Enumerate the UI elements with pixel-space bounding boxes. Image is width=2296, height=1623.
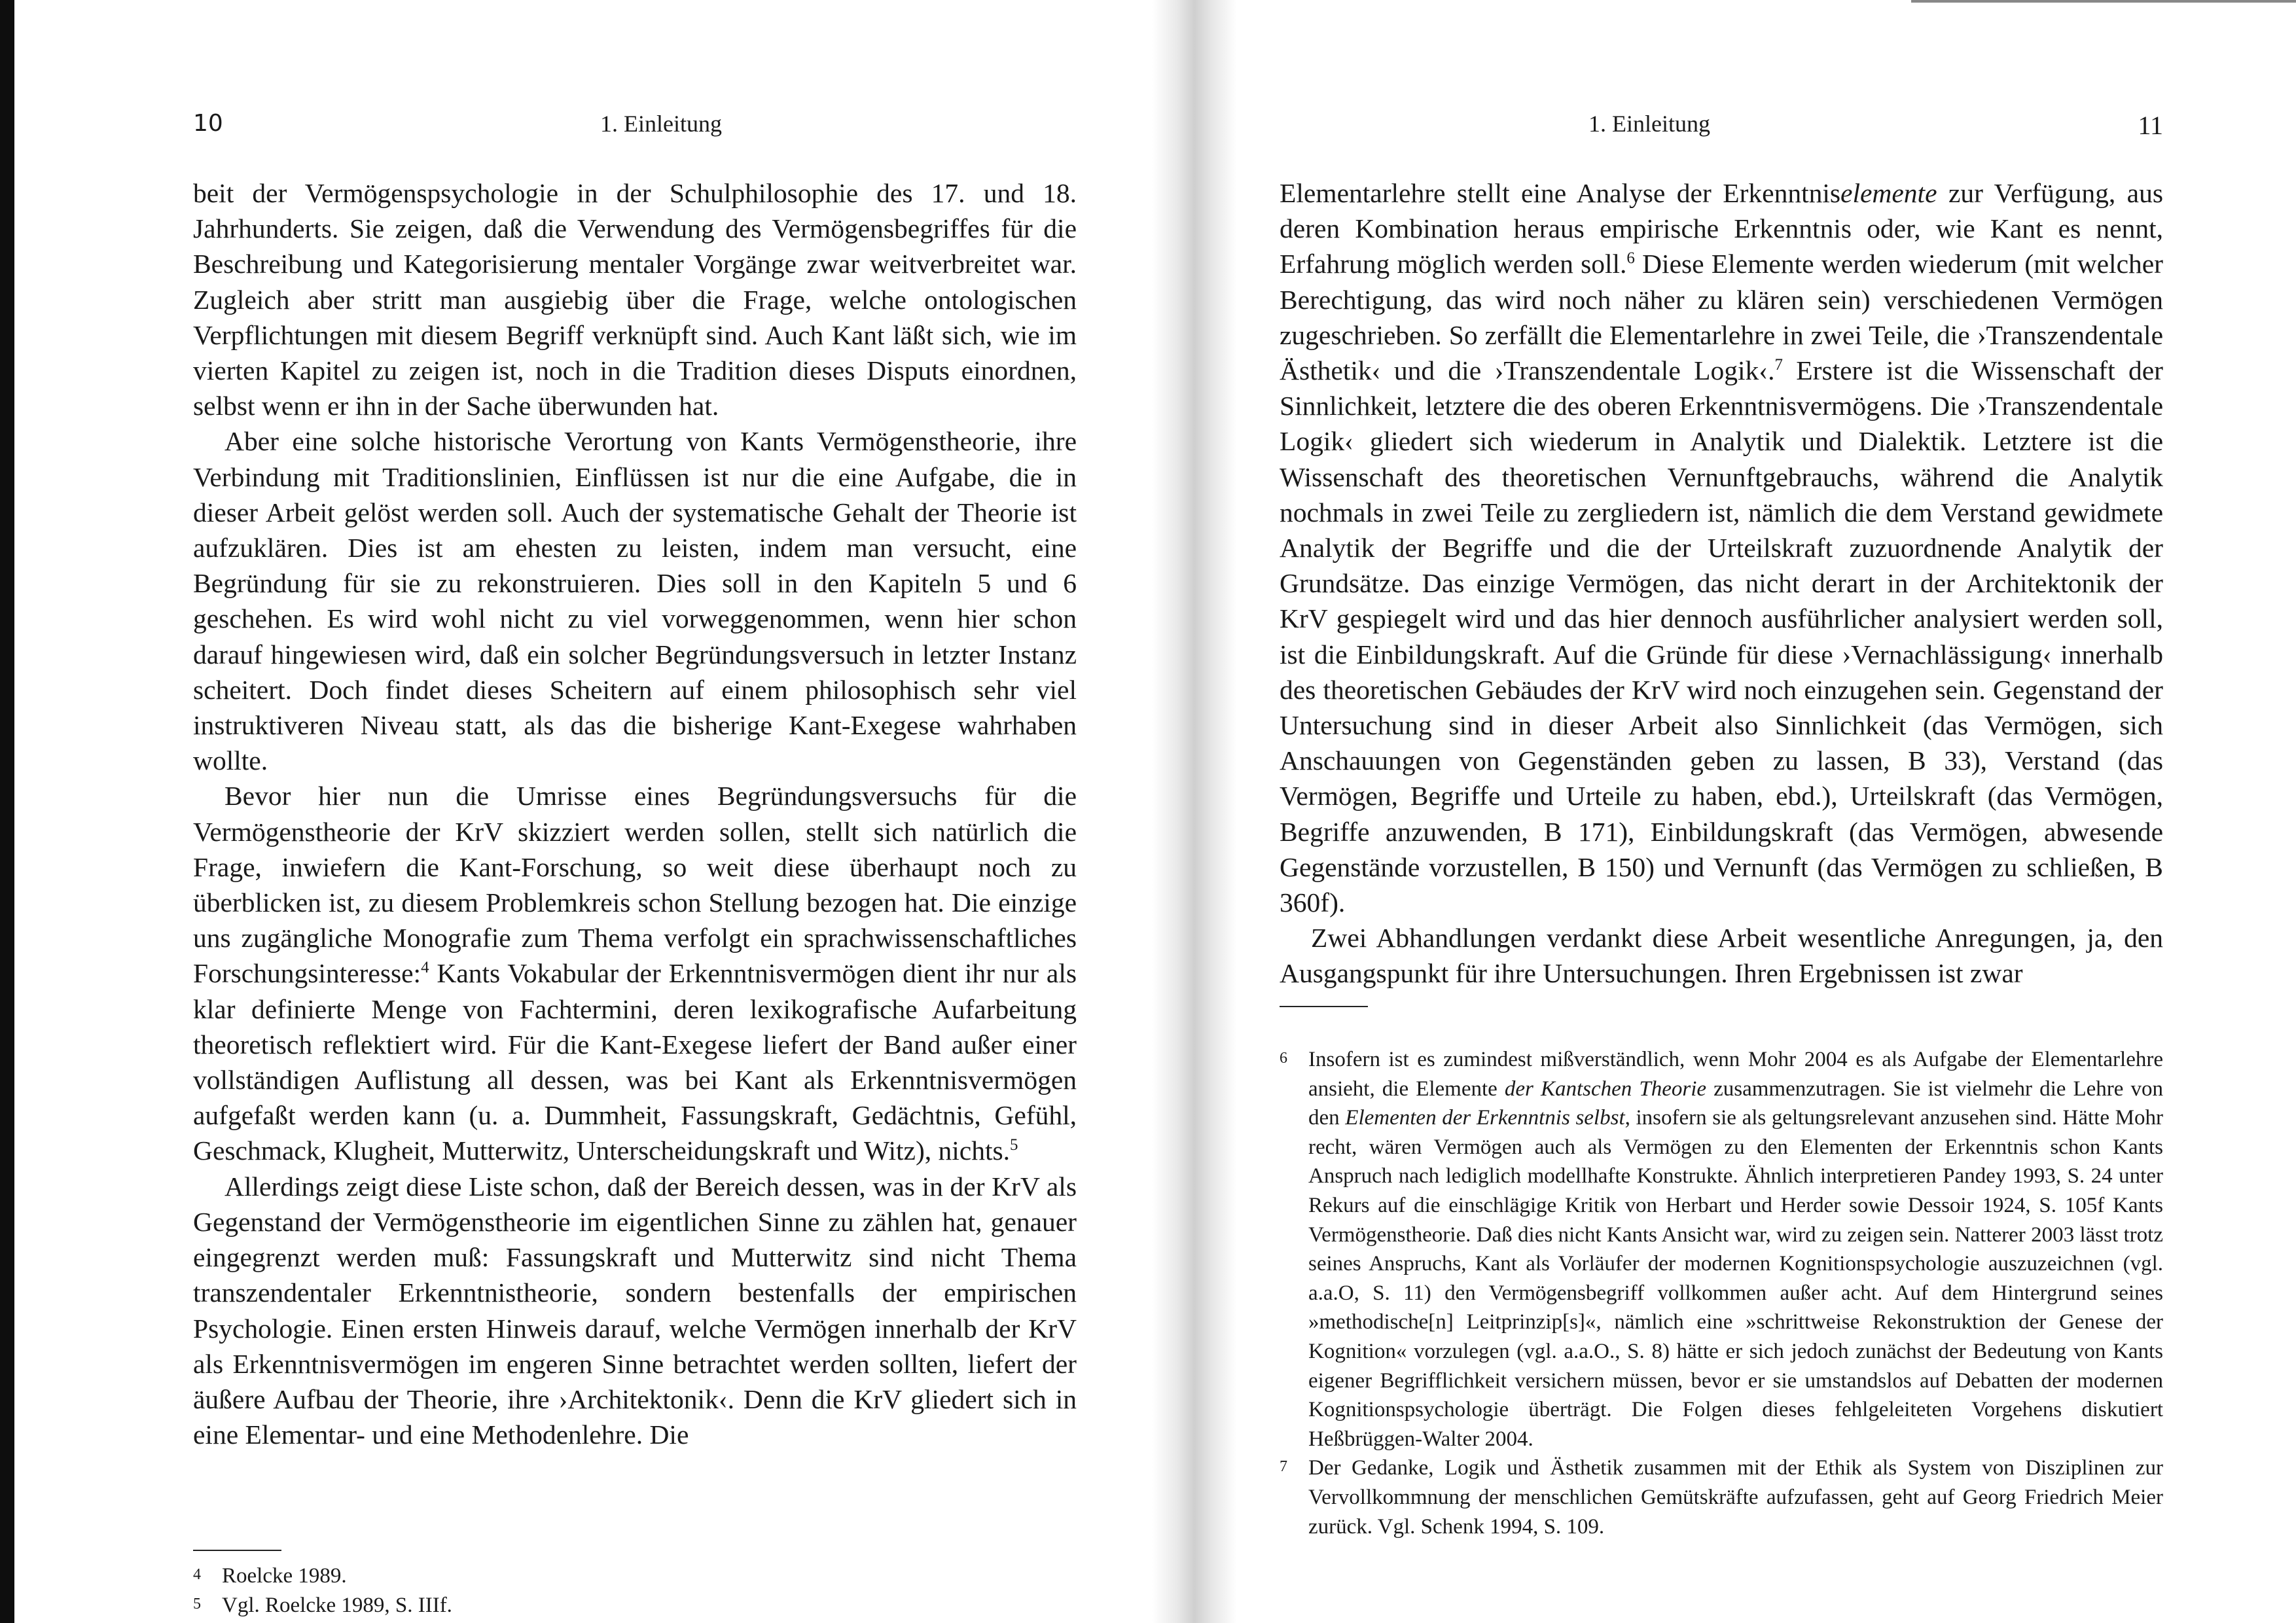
right-page bbox=[1280, 0, 2163, 1623]
footnote-number: 5 bbox=[193, 1595, 201, 1613]
footnotes bbox=[193, 1561, 1077, 1620]
footnote-ref: 4 bbox=[421, 959, 429, 977]
running-head: 1. Einleitung bbox=[600, 111, 722, 137]
footnote-rule bbox=[1280, 1006, 1368, 1007]
scan-edge bbox=[0, 0, 14, 1623]
paragraph-text: Kants Vokabular der Erkenntnisvermögen dient ihr nur als klar definierte Menge von Fachtermini, deren lexikografische Aufarbeitung theoretisch reflektiert wird. Für die Kant-Exegese liefert der Band außer einer vollständigen Auflistung all dessen, was bei Kant als Erkenntnisvermögen aufgefaßt werden kann (u. a. Dummheit, Fassungskraft, Gedächtnis, Gefühl, Geschmack, Klugheit, Mutterwitz, Unterscheidungskraft und Witz), nichts. bbox=[193, 958, 1077, 1166]
footnote-number: 4 bbox=[193, 1566, 201, 1583]
footnote bbox=[193, 1591, 1077, 1620]
book-gutter bbox=[1152, 0, 1237, 1623]
footnote bbox=[1280, 1045, 2163, 1454]
left-page bbox=[193, 0, 1077, 1623]
footnote bbox=[193, 1561, 1077, 1591]
emphasis: Elementen der Erkenntnis selbst bbox=[1345, 1106, 1625, 1130]
footnote-text: Roelcke 1989. bbox=[222, 1564, 347, 1588]
paragraph: Zwei Abhandlungen verdankt diese Arbeit wesentliche Anregungen, ja, den Ausgangspunkt für ihre Untersuchungen. Ihren Ergebnissen ist zwar bbox=[1280, 923, 2163, 989]
paragraph: beit der Vermögenspsychologie in der Schulphilosophie des 17. und 18. Jahrhunderts. Sie zeigen, daß die Verwendung des Vermögensbegriffes für die Beschreibung und Kategorisierung mentaler Vorgänge zwar weitverbreitet war. Zugleich aber stritt man ausgiebig über die Frage, welche ontologischen Verpflichtungen mit diesem Begriff verknüpft sind. Auch Kant läßt sich, wie im vierten Kapitel zu zeigen ist, noch in die Tradition dieses Disputs einordnen, selbst wenn er ihn in der Sache überwunden hat. bbox=[193, 178, 1077, 421]
footnote-number: 6 bbox=[1280, 1050, 1287, 1067]
footnote-rule bbox=[193, 1550, 281, 1551]
page-number: 10 bbox=[193, 110, 223, 137]
footnote-text: Insofern ist es zumindest mißverständlich, wenn Mohr 2004 es als Aufgabe der Elementarlehre ansieht, die Elemente bbox=[1308, 1048, 2163, 1101]
footnote-text: , insofern sie als geltungsrelevant anzusehen sind. Hätte Mohr recht, wären Vermögen auch als Vermögen zu den Elementen der Erkenntnis schon Kants Anspruch nach lediglich modellhafte Konstrukte. Ähnlich interpretieren Pandey 1993, S. 24 unter Rekurs auf die einschlägige Kritik von Herbart und Herder sowie Dessoir 1924, S. 105f Kants Vermögenstheorie. Daß dies nicht Kants Ansicht war, wird zu zeigen sein. Natterer 2003 lässt trotz seines Anspruchs, Kant als Vorläufer der modernen Kognitionspsychologie auszuzeichnen (vgl. a.a.O, S. 11) den Vermögensbegriff vollkommen außer acht. Auf dem Hintergrund seines »methodische[n] Leitprinzip[s]«, nämlich eine »schrittweise Rekonstruktion der Genese der Kognition« vorzulegen (vgl. a.a.O., S. 8) hätte er sich jedoch zunächst der Bedeutung von Kants eigener Begrifflichkeit versichern müssen, bevor er sie umstandslos auf Debatten der modernen Kognitionspsychologie überträgt. Die Folgen dieses fehlgeleiteten Vorgehens diskutiert Heßbrüggen-Walter 2004. bbox=[1308, 1106, 2163, 1451]
page-header bbox=[193, 110, 1077, 149]
emphasis: der Kantschen Theorie bbox=[1504, 1077, 1707, 1101]
paragraph bbox=[1280, 175, 2163, 920]
paragraph: Allerdings zeigt diese Liste schon, daß der Bereich dessen, was in der KrV als Gegenstand der Vermögenstheorie im eigentlichen Sinne zu zählen hat, genauer eingegrenzt werden muß: Fassungskraft und Mutterwitz sind nicht Thema transzendentaler Erkenntnistheorie, sondern bestenfalls der empirischen Psychologie. Einen ersten Hinweis darauf, welche Vermögen innerhalb der KrV als Erkenntnisvermögen im engeren Sinne betrachtet werden sollten, liefert der äußere Aufbau der Theorie, ihre ›Architektonik‹. Denn die KrV gliedert sich in eine Elementar- und eine Methodenlehre. Die bbox=[193, 1171, 1077, 1450]
paragraph: Aber eine solche historische Verortung von Kants Vermögenstheorie, ihre Verbindung mit Traditionslinien, Einflüssen ist nur die eine Aufgabe, die in dieser Arbeit gelöst werden soll. Auch der systematische Gehalt der Theorie ist aufzuklären. Dies ist am ehesten zu leisten, indem man versucht, eine Begründung für sie zu rekonstruieren. Dies soll in den Kapiteln 5 und 6 geschehen. Es wird wohl nicht zu viel vorweggenommen, wenn hier schon darauf hingewiesen wird, daß ein solcher Begründungsversuch in letzter Instanz scheitert. Doch findet dieses Scheitern auf einem philosophisch sehr viel instruktiveren Niveau statt, als das die bisherige Kant-Exegese wahrhaben wollte. bbox=[193, 426, 1077, 776]
page-number: 11 bbox=[2138, 111, 2163, 140]
page-header bbox=[1280, 110, 2163, 149]
body-text bbox=[193, 175, 1077, 1452]
footnotes bbox=[1280, 1045, 2163, 1541]
running-head: 1. Einleitung bbox=[1588, 111, 1710, 137]
paragraph-text: zur Verfügung, aus deren Kombination heraus empirische Erkenntnis oder, wie Kant es nennt, Erfahrung möglich werden soll. bbox=[1280, 178, 2163, 279]
footnote-text: zusammenzutragen. Sie ist vielmehr die Lehre von den bbox=[1308, 1077, 2163, 1130]
paragraph-text: Bevor hier nun die Umrisse eines Begründungsversuchs für die Vermögenstheorie der KrV skizziert werden sollen, stellt sich natürlich die Frage, inwiefern die Kant-Forschung, so weit diese überhaupt noch zu überblicken ist, zu diesem Problemkreis schon Stellung bezogen hat. Die einzige uns zugängliche Monografie zum Thema verfolgt ein sprachwissenschaftliches Forschungsinteresse: bbox=[193, 781, 1077, 989]
footnote-text: Vgl. Roelcke 1989, S. IIIf. bbox=[222, 1593, 452, 1617]
footnote-ref: 6 bbox=[1626, 249, 1635, 268]
paragraph-text: Diese Elemente werden wiederum (mit welcher Berechtigung, das wird noch näher zu klären sein) verschiedenen Vermögen zugeschrieben. So zerfällt die Elementarlehre in zwei Teile, die ›Transzendentale Ästhetik‹ und die ›Transzendentale Logik‹. bbox=[1280, 249, 2164, 386]
paragraph-text: Erstere ist die Wissenschaft der Sinnlichkeit, letztere die des oberen Erkenntnisvermögens. Die ›Transzendentale Logik‹ gliedert sich wiederum in Analytik und Dialektik. Letztere ist die Wissenschaft des theoretischen Vernunftgebrauchs, während die Analytik nochmals in zwei Teile zu zergliedern ist, nämlich die dem Verstand gewidmete Analytik der Begriffe und die der Urteilskraft zuzuordnende Analytik der Grundsätze. Das einzige Vermögen, das nicht derart in der Architektonik der KrV gespiegelt wird und das hier dennoch ausführlicher analysiert werden soll, ist die Einbildungskraft. Auf die Gründe für diese ›Vernachlässigung‹ innerhalb des theoretischen Gebäudes der KrV wird noch einzugehen sein. Gegenstand der Untersuchung sind in dieser Arbeit also Sinnlichkeit (das Vermögen, sich Anschauungen von Gegenständen geben zu lassen, B 33), Verstand (das Vermögen, Begriffe und Urteile zu haben, ebd.), Urteilskraft (das Vermögen, Begriffe anzuwenden, B 171), Einbildungskraft (das Vermögen, abwesende Gegenstände vorzustellen, B 150) und Vernunft (das Vermögen zu schließen, B 360f). bbox=[1280, 355, 2163, 918]
footnote bbox=[1280, 1454, 2163, 1541]
paragraph bbox=[193, 778, 1077, 1168]
body-text bbox=[1280, 175, 2163, 991]
footnote-ref: 5 bbox=[1010, 1136, 1018, 1154]
footnote-number: 7 bbox=[1280, 1458, 1287, 1476]
footnote-text: Der Gedanke, Logik und Ästhetik zusammen mit der Ethik als System von Disziplinen zur Vervollkommnung der menschlichen Gemütskräfte aufzufassen, geht auf Georg Friedrich Meier zurück. Vgl. Schenk 1994, S. 109. bbox=[1308, 1456, 2163, 1539]
paragraph-text: Elementarlehre stellt eine Analyse der Erkenntnis bbox=[1280, 178, 1841, 208]
emphasis: elemente bbox=[1840, 178, 1937, 208]
footnote-ref: 7 bbox=[1774, 356, 1783, 374]
